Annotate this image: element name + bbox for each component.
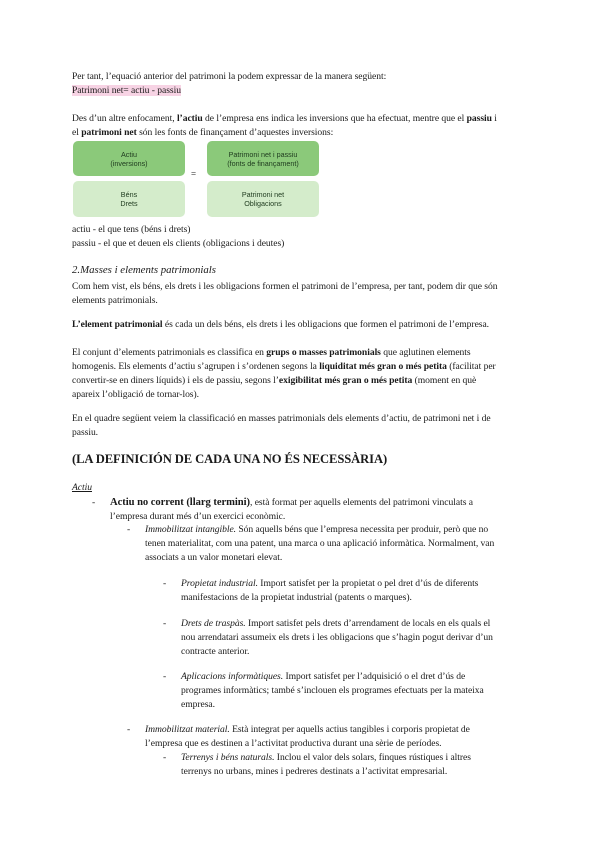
bullet-dash: - [127, 724, 131, 735]
diagram-box-actiu: Actiu (inversions) [73, 141, 185, 176]
item-actiu-no-corrent-l2: l’empresa durant més d’un exercici econòmic. [110, 511, 286, 522]
para1-line2: el patrimoni net són les fonts de finançament d’aquestes inversions: [72, 127, 334, 138]
item-intangible-l3: associats a un valor monetari elevat. [145, 552, 283, 563]
item-aplicacions-l3: empresa. [181, 699, 215, 710]
bullet-dash: - [127, 524, 131, 535]
diagram-box-fonts: Patrimoni net i passiu (fonts de finançament) [207, 141, 319, 176]
item-terrenys-l2: terrenys no urbans, mines i pedreres destinats a l’activitat empresarial. [181, 766, 448, 777]
actiu-heading: Actiu [72, 482, 92, 493]
def-passiu: passiu - el que et deuen els clients (obligacions i deutes) [72, 238, 285, 249]
item-intangible-l2: tenen materialitat, com una patent, una marca o una aplicació informàtica. Normalment, van [145, 538, 495, 549]
bullet-dash: - [163, 671, 167, 682]
section2-title: 2.Masses i elements patrimonials [72, 264, 216, 276]
p4-line2: homogenis. Els elements d’actiu s’agrupen i s’ordenen segons la liquiditat més gran o més petita (facilitat per [72, 361, 496, 372]
bullet-dash: - [163, 578, 167, 589]
bullet-dash: - [163, 618, 167, 629]
para1-line1: Des d’un altre enfocament, l’actiu de l’empresa ens indica les inversions que ha efectuat, mentre que el passiu i [72, 113, 497, 124]
item-aplicacions-l2: programes informàtics; també s’inclouen els programes efectuats per la mateixa [181, 685, 484, 696]
p2-line2: elements patrimonials. [72, 295, 158, 306]
bullet-dash: - [92, 497, 96, 508]
equation [72, 84, 181, 97]
item-aplicacions: Aplicacions informàtiques. Import satisfet per l’adquisició o el dret d’ús de [181, 671, 466, 682]
item-terrenys: Terrenys i béns naturals. Inclou el valor dels solars, finques rústiques i altres [181, 752, 471, 763]
def-actiu: actiu - el que tens (béns i drets) [72, 224, 191, 235]
p5-line2: passiu. [72, 427, 99, 438]
item-intangible: Immobilitzat intangible. Són aquells béns que l’empresa necessita per produir, però que no [145, 524, 489, 535]
p3: L’element patrimonial és cada un dels béns, els drets i les obligacions que formen el patrimoni de l’empresa. [72, 319, 490, 330]
item-material-l2: l’empresa que es destinen a l’activitat productiva durant una sèrie de períodes. [145, 738, 442, 749]
p4-line1: El conjunt d’elements patrimonials es classifica en grups o masses patrimonials que aglutinen elements [72, 347, 471, 358]
diagram-box-bens: Béns Drets [73, 181, 185, 217]
intro-line: Per tant, l’equació anterior del patrimoni la podem expressar de la manera següent: [72, 71, 387, 82]
big-heading: (LA DEFINICIÓN DE CADA UNA NO ÉS NECESSÀRIA) [72, 452, 388, 466]
item-drets-traspas-l3: contracte anterior. [181, 646, 250, 657]
item-propietat-industrial: Propietat industrial. Import satisfet per la propietat o pel dret d’ús de diferents [181, 578, 479, 589]
p4-line4: apareix l’obligació de tornar-los). [72, 389, 199, 400]
diagram-equals: = [191, 169, 197, 179]
equation-highlight: Patrimoni net= actiu - passiu [72, 85, 181, 96]
diagram-box-obligacions: Patrimoni net Obligacions [207, 181, 319, 217]
item-drets-traspas-l2: nou arrendatari assumeix els drets i les obligacions que s’hagin pogut derivar d’un [181, 632, 493, 643]
item-drets-traspas: Drets de traspàs. Import satisfet pels drets d’arrendament de locals en els quals el [181, 618, 491, 629]
p4-line3: convertir-se en diners líquids) i els de passiu, segons l’exigibilitat més gran o més petita (moment en què [72, 375, 477, 386]
p5-line1: En el quadre següent veiem la classificació en masses patrimonials dels elements d’actiu, de patrimoni net i de [72, 413, 491, 424]
item-propietat-industrial-l2: manifestacions de la propietat industrial (patents o marques). [181, 592, 412, 603]
p2-line1: Com hem vist, els béns, els drets i les obligacions formen el patrimoni de l’empresa, per tant, podem dir que són [72, 281, 498, 292]
bullet-dash: - [163, 752, 167, 763]
item-material: Immobilitzat material. Està integrat per aquells actius tangibles i corporis propietat de [145, 724, 470, 735]
item-actiu-no-corrent: Actiu no corrent (llarg termini), està format per aquells elements del patrimoni vinculats a [110, 497, 473, 508]
